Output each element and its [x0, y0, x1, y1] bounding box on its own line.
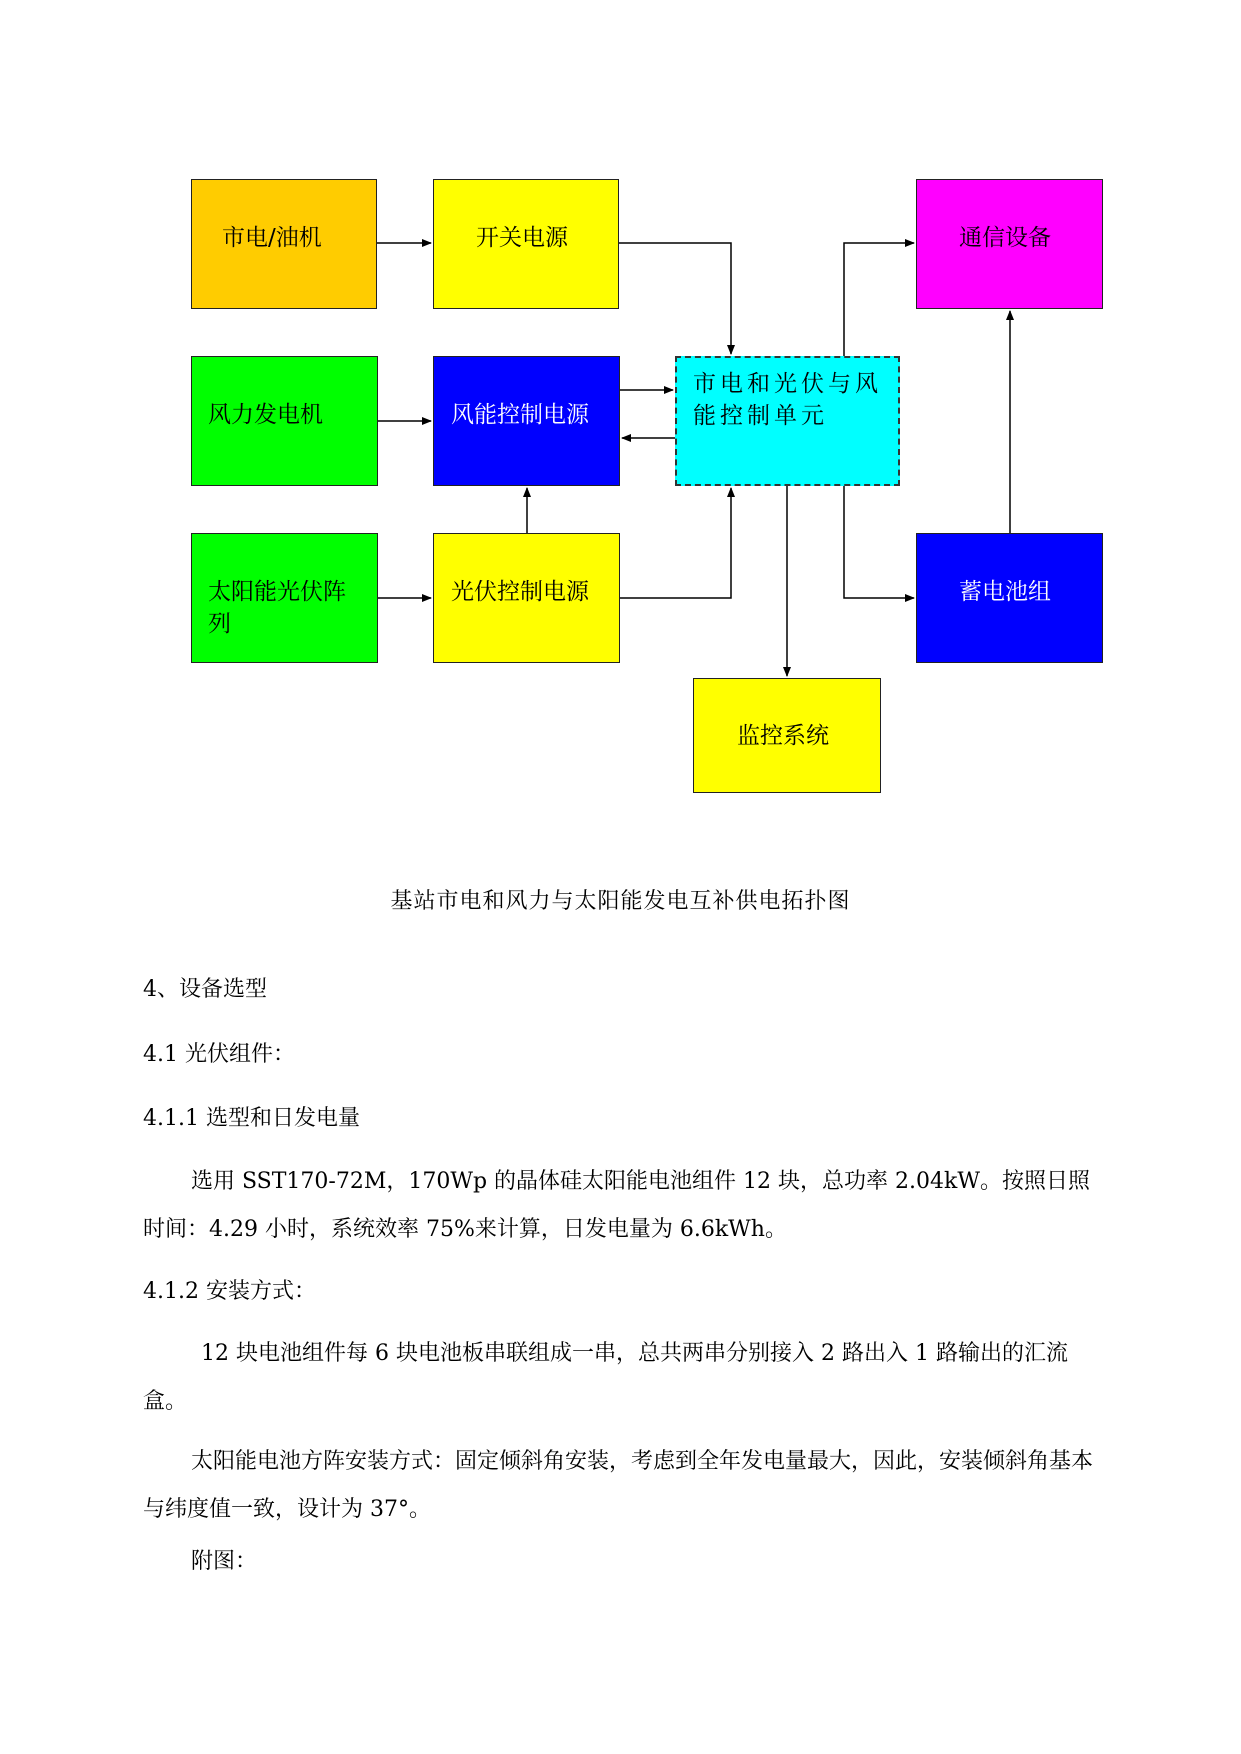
- node-label: 风力发电机: [208, 402, 323, 428]
- paragraph-wiring: 12 块电池组件每 6 块电池板串联组成一串，总共两串分别接入 2 路出入 1 路输出的汇流盒。: [143, 1341, 1068, 1414]
- node-label: 蓄电池组: [959, 579, 1051, 605]
- node-label: 市电和光伏与风能控制单元: [693, 371, 882, 429]
- node-label: 通信设备: [959, 225, 1051, 251]
- paragraph-attachment: 附图：: [191, 1549, 258, 1574]
- edge-hybrid-to-telecom: [844, 243, 914, 356]
- paragraph-mounting: 太阳能电池方阵安装方式：固定倾斜角安装，考虑到全年发电量最大，因此，安装倾斜角基本与纬度值一致，设计为 37°。: [143, 1449, 1094, 1522]
- diagram-caption: 基站市电和风力与太阳能发电互补供电拓扑图: [390, 889, 851, 914]
- edge-hybrid-to-battery: [844, 486, 914, 598]
- paragraph-module-selection: 选用 SST170-72M，170Wp 的晶体硅太阳能电池组件 12 块，总功率 2.04kW。按照日照时间：4.29 小时，系统效率 75%来计算，日发电量为 6.6kWh。: [143, 1169, 1090, 1242]
- section-heading-4-1-2: 4.1.2 安装方式：: [143, 1279, 316, 1304]
- section-heading-4: 4、设备选型: [143, 977, 267, 1002]
- section-heading-4-1: 4.1 光伏组件：: [143, 1042, 295, 1067]
- node-label: 市电/油机: [222, 225, 322, 251]
- node-label: 开关电源: [476, 225, 568, 251]
- node-label: 光伏控制电源: [451, 579, 589, 605]
- edge-pv-ctrl-to-hybrid: [620, 488, 731, 598]
- node-label: 太阳能光伏阵列: [208, 579, 346, 637]
- section-heading-4-1-1: 4.1.1 选型和日发电量: [143, 1106, 360, 1131]
- edge-switch-to-hybrid: [619, 243, 731, 354]
- node-label: 监控系统: [737, 723, 829, 749]
- node-label: 风能控制电源: [451, 402, 589, 428]
